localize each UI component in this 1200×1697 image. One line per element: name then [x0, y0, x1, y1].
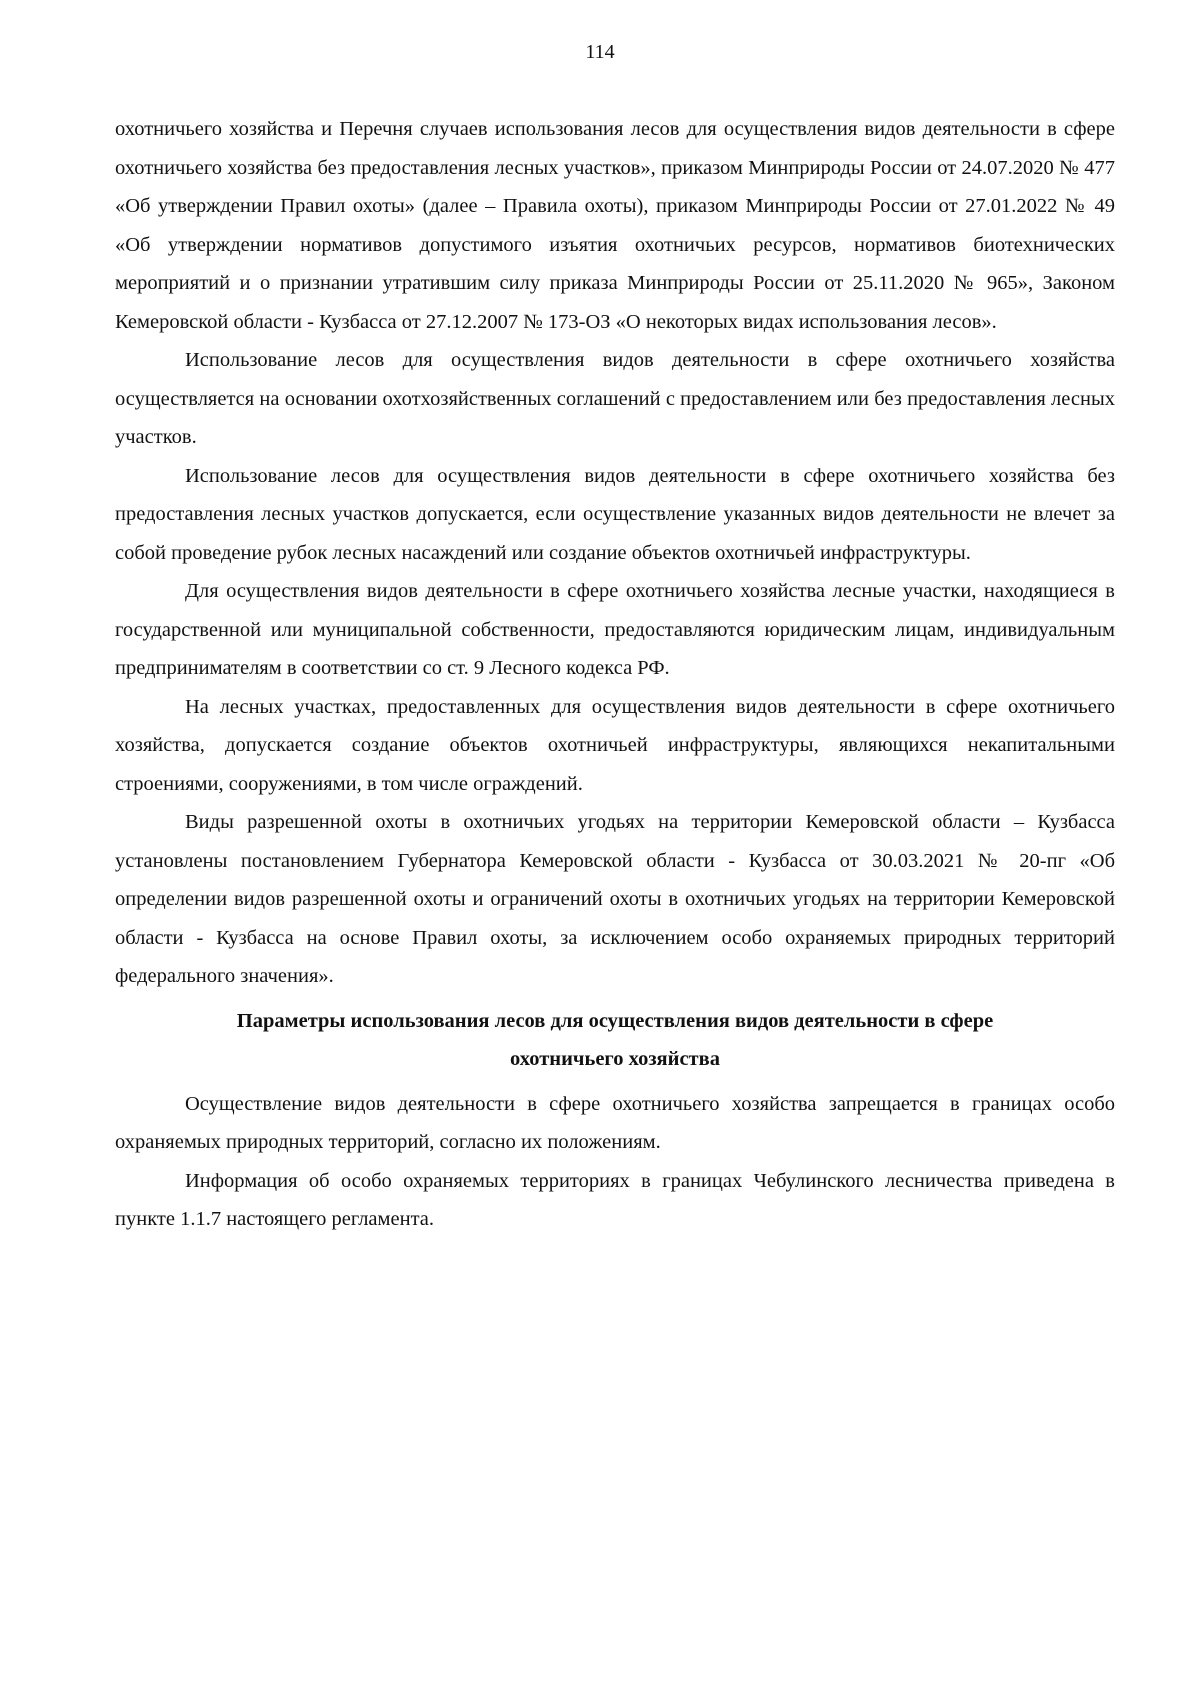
section-heading: Параметры использования лесов для осуществления видов деятельности в сфере охотничьего хозяйства [236, 1009, 994, 1070]
paragraph: На лесных участках, предоставленных для осуществления видов деятельности в сфере охотничьего хозяйства, допускается создание объектов охотничьей инфраструктуры, являющихся некапитальными строениями, сооружениями, в том числе ограждений. [115, 695, 1115, 795]
document-body [115, 110, 1115, 1239]
paragraph: Виды разрешенной охоты в охотничьих угодьях на территории Кемеровской области – Кузбасса установлены постановлением Губернатора Кемеровской области - Кузбасса от 30.03.2021 № 20-пг «Об определении видов разрешенной охоты и ограничений охоты в охотничьих угодьях на территории Кемеровской области - Кузбасса на основе Правил охоты, за исключением особо охраняемых природных территорий федерального значения». [115, 811, 1115, 987]
paragraph: Для осуществления видов деятельности в сфере охотничьего хозяйства лесные участки, находящиеся в государственной или муниципальной собственности, предоставляются юридическим лицам, индивидуальным предпринимателям в соответствии со ст. 9 Лесного кодекса РФ. [115, 580, 1115, 679]
paragraph: охотничьего хозяйства и Перечня случаев использования лесов для осуществления видов деятельности в сфере охотничьего хозяйства без предоставления лесных участков», приказом Минприроды России от 24.07.2020 № 477 «Об утверждении Правил охоты» (далее – Правила охоты), приказом Минприроды России от 27.01.2022 № 49 «Об утверждении нормативов допустимого изъятия охотничьих ресурсов, нормативов биотехнических мероприятий и о признании утратившим силу приказа Минприроды России от 25.11.2020 № 965», Законом Кемеровской области - Кузбасса от 27.12.2007 № 173-ОЗ «О некоторых видах использования лесов». [115, 118, 1115, 333]
paragraph: Использование лесов для осуществления видов деятельности в сфере охотничьего хозяйства осуществляется на основании охотхозяйственных соглашений с предоставлением или без предоставления лесных участков. [115, 349, 1115, 448]
paragraph: Использование лесов для осуществления видов деятельности в сфере охотничьего хозяйства без предоставления лесных участков допускается, если осуществление указанных видов деятельности не влечет за собой проведение рубок лесных насаждений или создание объектов охотничьей инфраструктуры. [115, 464, 1115, 564]
page-number: 114 [585, 41, 615, 63]
paragraph: Информация об особо охраняемых территориях в границах Чебулинского лесничества приведена в пункте 1.1.7 настоящего регламента. [115, 1169, 1115, 1230]
paragraph: Осуществление видов деятельности в сфере охотничьего хозяйства запрещается в границах особо охраняемых природных территорий, согласно их положениям. [115, 1092, 1115, 1153]
